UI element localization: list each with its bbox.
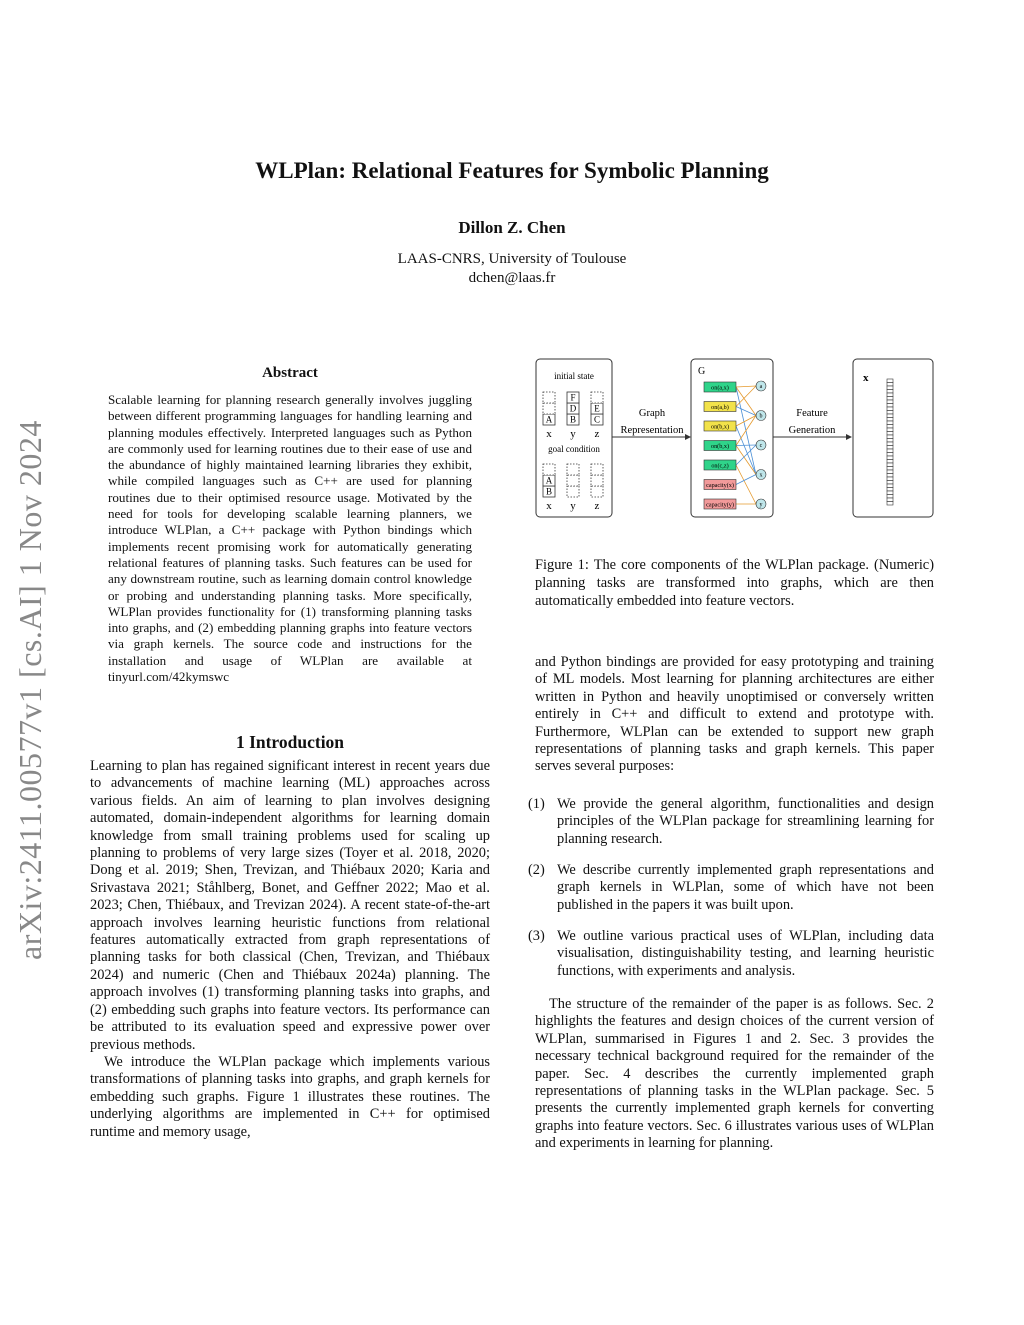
vector-cell <box>887 498 893 502</box>
vector-cell <box>887 397 893 401</box>
goal-column-labels <box>546 500 599 512</box>
graph-edge <box>736 386 756 407</box>
graph-edge <box>736 416 756 427</box>
block-slot <box>543 464 555 475</box>
vector-cell <box>887 502 893 506</box>
vector-cell <box>887 414 893 418</box>
vector-cell <box>887 425 893 429</box>
block-label: B <box>545 486 553 497</box>
object-node-label: x <box>759 472 763 479</box>
column-label: y <box>570 428 576 440</box>
intro-right-paragraph: and Python bindings are provided for easy prototyping and training of ML models. Most learning for planning architectures are either written in Python and heavily unoptimised or conversely written entirely in C++ and difficult to extend and prototype with. Furthermore, WLPlan can be extended to support new graph representations of planning tasks and graph kernels. This paper serves several purposes: <box>535 654 934 775</box>
vector-cell <box>887 442 893 446</box>
atom-node-label: on(a,b) <box>711 404 729 411</box>
block-label: D <box>569 403 577 414</box>
object-node-label: c <box>759 443 763 450</box>
graph-nodes <box>704 381 766 509</box>
structure-paragraph: The structure of the remainder of the paper is as follows. Sec. 2 highlights the features and design choices of the current version of WLPlan, summarised in Figures 1 and 2. Sec. 3 provides the necessary technical background required for the remainder of the paper. Sec. 4 describes the currently implemented graph representations of planning tasks in the WLPlan package. Sec. 5 presents the currently implemented graph kernels for converting graphs into feature vectors. Sec. 6 illustrates various uses of WLPlan and experiments in learning for planning. <box>535 996 934 1152</box>
list-item-text: We provide the general algorithm, functionalities and design principles of the WLPlan package for streamlining learning for planning research. <box>557 796 934 847</box>
column-label: z <box>594 428 600 440</box>
list-item-number: (3) <box>528 928 545 944</box>
block-slot <box>591 392 603 403</box>
vector-cell <box>887 474 893 478</box>
block-label: B <box>569 414 577 425</box>
vector-cell <box>887 383 893 387</box>
vector-cell <box>887 495 893 499</box>
intro-left-column <box>90 758 490 1141</box>
vector-cell <box>887 390 893 394</box>
vector-cell <box>887 421 893 425</box>
arxiv-watermark <box>12 360 52 960</box>
arrow-head-2 <box>846 434 852 440</box>
arrow2-label-line1: Feature <box>796 408 828 419</box>
arrow1-label-line2: Representation <box>620 425 684 436</box>
column-label: x <box>546 428 552 440</box>
vector-cell <box>887 463 893 467</box>
vector-cell <box>887 488 893 492</box>
vector-cell <box>887 435 893 439</box>
block-label: A <box>545 414 553 425</box>
vector-cell <box>887 432 893 436</box>
atom-node-label: on(b,x) <box>710 443 730 450</box>
list-item <box>528 928 934 980</box>
block-slot <box>567 486 579 497</box>
atom-node-label: capacity(x) <box>706 482 734 489</box>
object-node-label: b <box>759 413 763 420</box>
vector-cell <box>887 404 893 408</box>
atom-node-label: on(b,x) <box>710 423 730 431</box>
graph-edge <box>736 416 756 446</box>
block-slot <box>543 392 555 403</box>
goal-condition-label: goal condition <box>548 444 600 454</box>
intro-paragraph-1: Learning to plan has regained significant interest in recent years due to advancements of machine learning (ML) approaches across various fields. An aim of learning to plan involves designing automated, domain-independent algorithms for learning domain knowledge from small training problems used for scaling up planning to problems of very large sizes (Toyer et al. 2018, 2020; Dong et al. 2019; Shen, Trevizan, and Thiébaux 2020; Karia and Srivastava 2021; Ståhlberg, Bonet, and Geffner 2022; Mao et al. 2023; Chen, Thiébaux, and Trevizan 2024). A recent state-of-the-art approach involves learning heuristic functions from relational features automatically extracted from graph representations of planning tasks for both classical (Chen, Trevizan, and Thiébaux 2024) and numeric (Chen and Thiébaux 2024a) planning. The approach involves (1) transforming planning tasks into graphs, and (2) embedding such graphs into feature vectors. Its performance can be attributed to its evaluation speed and expressive power over previous methods. <box>90 758 490 1053</box>
atom-node-label: capacity(y) <box>706 501 734 509</box>
arrow2-label-line2: Generation <box>788 425 836 436</box>
affiliation-block <box>0 250 1024 288</box>
arrow1-label-line1: Graph <box>638 408 666 419</box>
paper-title: WLPlan: Relational Features for Symbolic Planning <box>255 158 769 183</box>
figure-1-diagram <box>535 357 934 525</box>
abstract-heading: Abstract <box>262 365 318 381</box>
affiliation: LAAS-CNRS, University of Toulouse <box>397 251 627 267</box>
vector-cell <box>887 460 893 464</box>
atom-node-label: on(c,z) <box>711 462 729 470</box>
arrow-head-1 <box>685 434 691 440</box>
initial-state-label: initial state <box>554 371 594 381</box>
abstract-text: Scalable learning for planning research generally involves juggling between different programming languages for handling learning and planning modules effectively. Interpreted languages such as Python are commonly used for learning routines due to their ease of use and the abundance of highly maintained learning libraries they exhibit, while compiled languages such as C++ are used for planning routines due to their optimised resource usage. Motivated by the need for tools for developing scalable learning planners, we introduce WLPlan, a C++ package with Python bindings which implements recent promising work for automatically generating relational features of planning tasks. Such features can be used for any downstream routine, such as learning domain control knowledge or probing and understanding planning tasks. More specifically, WLPlan provides functionality for (1) transforming planning tasks into graphs, and (2) embedding planning graphs into feature vectors via graph kernels. The source code and instructions for the installation and usage of WLPlan are available at tinyurl.com/42kymswc <box>108 392 472 685</box>
block-slot <box>591 464 603 475</box>
block-slot <box>567 475 579 486</box>
initial-column-labels <box>546 428 599 440</box>
vector-cell <box>887 379 893 383</box>
vector-cell <box>887 484 893 488</box>
block-label: A <box>545 475 553 486</box>
list-item-number: (2) <box>528 862 545 878</box>
block-slot <box>543 403 555 414</box>
arxiv-id[interactable]: arXiv:2411.00577v1 [cs.AI] 1 Nov 2024 <box>12 420 48 960</box>
object-node-label: a <box>759 384 763 391</box>
vector-cell <box>887 467 893 471</box>
vector-cell <box>887 456 893 460</box>
vector-label: x <box>863 372 869 384</box>
vector-cell <box>887 400 893 404</box>
vector-cell <box>887 477 893 481</box>
column-label: y <box>570 500 576 512</box>
graph-edge <box>736 475 756 485</box>
graph-edge <box>736 386 756 387</box>
vector-cell <box>887 439 893 443</box>
block-slot <box>591 486 603 497</box>
vector-cell <box>887 491 893 495</box>
column-label: x <box>546 500 552 512</box>
list-item-number: (1) <box>528 796 545 812</box>
vector-cell <box>887 393 893 397</box>
vector-cell <box>887 428 893 432</box>
list-item <box>528 862 934 914</box>
vector-cell <box>887 446 893 450</box>
structure-paragraph-wrap <box>535 996 934 1153</box>
graph-edge <box>736 445 756 446</box>
initial-state-blocks <box>543 392 603 425</box>
graph-label: G <box>698 366 706 377</box>
author-email[interactable]: dchen@laas.fr <box>468 270 556 286</box>
graph-edges <box>736 386 756 504</box>
list-item-text: We outline various practical uses of WLPlan, including data visualisation, distinguishability testing, and learning heuristic functions, with experiments and analysis. <box>557 928 934 979</box>
vector-cell <box>887 453 893 457</box>
block-slot <box>567 464 579 475</box>
block-slot <box>591 475 603 486</box>
vector-cell <box>887 481 893 485</box>
vector-cell <box>887 407 893 411</box>
block-label: C <box>593 414 601 425</box>
section-heading-introduction: 1 Introduction <box>235 732 345 752</box>
vector-cell <box>887 411 893 415</box>
block-label: E <box>594 403 600 414</box>
intro-paragraph-2: We introduce the WLPlan package which implements various transformations of planning tasks into graphs, and graph kernels for embedding such graphs. Figure 1 illustrates these routines. The underlying algorithms are implemented in C++ for optimised runtime and memory usage, <box>90 1053 490 1140</box>
figure-1-caption: Figure 1: The core components of the WLPlan package. (Numeric) planning tasks are transformed into graphs, which are then automatically embedded into feature vectors. <box>535 557 934 609</box>
goal-blocks <box>543 464 603 497</box>
atom-node-label: on(a,x) <box>711 384 729 392</box>
list-item-text: We describe currently implemented graph representations and graph kernels in WLPlan, some of which have not been published in the papers it was built upon. <box>557 862 934 913</box>
vector-cell <box>887 449 893 453</box>
vector-cell <box>887 386 893 390</box>
paper-author: Dillon Z. Chen <box>458 218 566 237</box>
vector-cell <box>887 470 893 474</box>
vector-cell <box>887 418 893 422</box>
object-node-label: y <box>759 502 763 509</box>
feature-vector-cells <box>887 379 893 505</box>
column-label: z <box>594 500 600 512</box>
figure-1 <box>535 357 934 525</box>
list-item <box>528 796 934 848</box>
block-label: F <box>570 392 576 403</box>
